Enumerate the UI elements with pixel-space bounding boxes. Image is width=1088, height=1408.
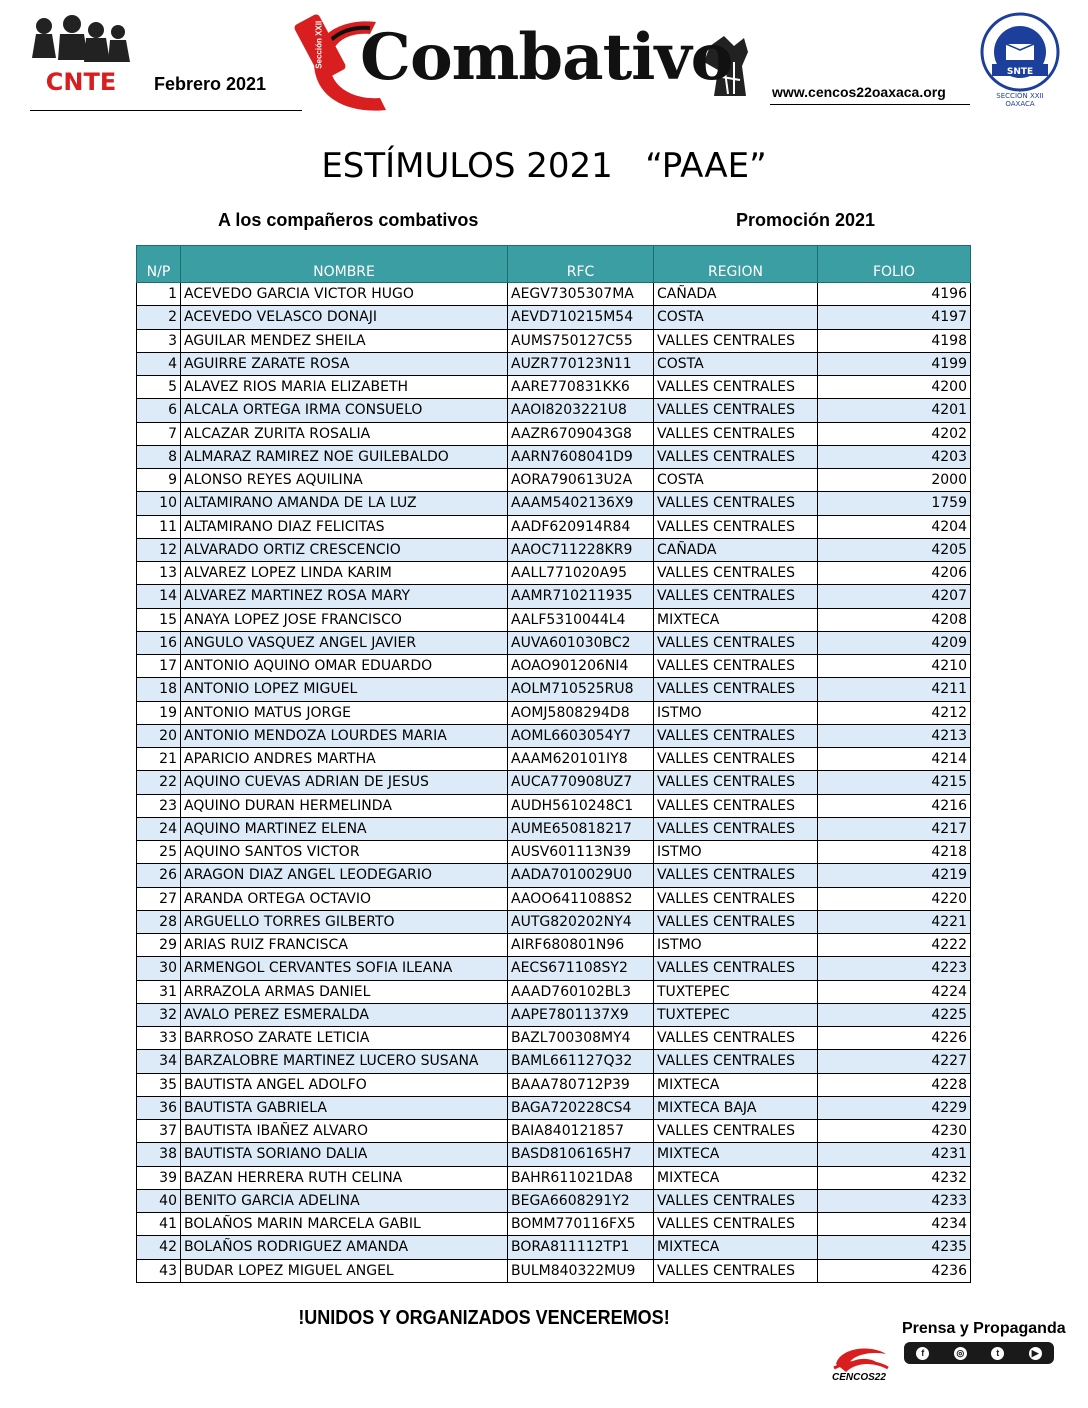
cell-np: 11 [137,515,181,538]
snte-text: SNTE [1006,67,1034,77]
cell-rfc: AAOO6411088S2 [508,887,654,910]
cell-region: VALLES CENTRALES [654,910,818,933]
cell-folio: 4236 [818,1259,971,1282]
cell-nombre: ALONSO REYES AQUILINA [181,469,508,492]
cell-folio: 4231 [818,1143,971,1166]
cell-folio: 4209 [818,631,971,654]
cell-region: MIXTECA [654,1143,818,1166]
table-row [137,631,971,654]
table-row [137,910,971,933]
cell-region: VALLES CENTRALES [654,376,818,399]
cell-np: 15 [137,608,181,631]
table-row [137,724,971,747]
cell-rfc: AUSV601113N39 [508,841,654,864]
cell-region: TUXTEPEC [654,980,818,1003]
cell-region: VALLES CENTRALES [654,1213,818,1236]
cell-region: VALLES CENTRALES [654,1120,818,1143]
cell-nombre: ARIAS RUIZ FRANCISCA [181,934,508,957]
cell-nombre: ACEVEDO VELASCO DONAJI [181,306,508,329]
table-row [137,1213,971,1236]
cell-rfc: AARN7608041D9 [508,445,654,468]
cell-np: 36 [137,1096,181,1119]
cell-region: VALLES CENTRALES [654,329,818,352]
cencos22-logo-text: CENCOS22 [832,1372,886,1383]
cell-folio: 4223 [818,957,971,980]
subtitle-left: A los compañeros combativos [218,210,479,230]
cell-rfc: AAMR710211935 [508,585,654,608]
cell-rfc: BAAA780712P39 [508,1073,654,1096]
cell-np: 38 [137,1143,181,1166]
cell-np: 22 [137,771,181,794]
cell-rfc: AAZR6709043G8 [508,422,654,445]
cell-rfc: AEVD710215M54 [508,306,654,329]
cell-np: 29 [137,934,181,957]
table-row [137,283,971,306]
cell-folio: 4218 [818,841,971,864]
cell-rfc: BEGA6608291Y2 [508,1189,654,1212]
cell-np: 30 [137,957,181,980]
youtube-icon[interactable]: ▶ [1029,1347,1042,1360]
cell-rfc: AALF5310044L4 [508,608,654,631]
table-row [137,1143,971,1166]
cell-nombre: BAUTISTA GABRIELA [181,1096,508,1119]
cell-region: VALLES CENTRALES [654,1189,818,1212]
cell-folio: 4227 [818,1050,971,1073]
table-row [137,678,971,701]
cell-folio: 4224 [818,980,971,1003]
cell-region: VALLES CENTRALES [654,864,818,887]
cell-folio: 4217 [818,817,971,840]
cell-region: VALLES CENTRALES [654,422,818,445]
cell-np: 37 [137,1120,181,1143]
cell-np: 4 [137,352,181,375]
cell-region: ISTMO [654,841,818,864]
table-row [137,585,971,608]
cell-np: 5 [137,376,181,399]
cell-nombre: BOLAÑOS MARIN MARCELA GABIL [181,1213,508,1236]
cell-region: VALLES CENTRALES [654,399,818,422]
header-divider-right [770,104,970,105]
cell-rfc: AAPE7801137X9 [508,1003,654,1026]
cell-region: VALLES CENTRALES [654,771,818,794]
table-row [137,608,971,631]
cell-region: VALLES CENTRALES [654,887,818,910]
table-row [137,864,971,887]
table-row [137,817,971,840]
cell-region: VALLES CENTRALES [654,585,818,608]
cell-nombre: AQUINO CUEVAS ADRIAN DE JESUS [181,771,508,794]
cell-rfc: BAZL700308MY4 [508,1027,654,1050]
cell-region: MIXTECA BAJA [654,1096,818,1119]
cell-region: COSTA [654,469,818,492]
cell-np: 31 [137,980,181,1003]
cell-region: VALLES CENTRALES [654,631,818,654]
cell-np: 33 [137,1027,181,1050]
cell-region: TUXTEPEC [654,1003,818,1026]
cell-region: VALLES CENTRALES [654,515,818,538]
table-header-row [137,246,971,283]
cell-rfc: BAML661127Q32 [508,1050,654,1073]
cell-rfc: AUCA770908UZ7 [508,771,654,794]
cell-nombre: ALTAMIRANO DIAZ FELICITAS [181,515,508,538]
cell-nombre: ARMENGOL CERVANTES SOFIA ILEANA [181,957,508,980]
cell-nombre: AVALO PEREZ ESMERALDA [181,1003,508,1026]
footer-slogan: !UNIDOS Y ORGANIZADOS VENCEREMOS! [298,1305,670,1329]
table-row [137,306,971,329]
table-row [137,469,971,492]
cell-rfc: AUTG820202NY4 [508,910,654,933]
cell-folio: 4235 [818,1236,971,1259]
cell-rfc: BORA811112TP1 [508,1236,654,1259]
cell-folio: 4212 [818,701,971,724]
cell-region: COSTA [654,352,818,375]
cell-rfc: AOML6603054Y7 [508,724,654,747]
table-row [137,1189,971,1212]
cell-rfc: AUVA601030BC2 [508,631,654,654]
cell-np: 6 [137,399,181,422]
table-row [137,957,971,980]
cell-nombre: ALCAZAR ZURITA ROSALIA [181,422,508,445]
cell-rfc: AUMS750127C55 [508,329,654,352]
header-divider-left [30,110,302,111]
cell-nombre: ACEVEDO GARCIA VICTOR HUGO [181,283,508,306]
table-row [137,771,971,794]
cell-folio: 4214 [818,748,971,771]
cell-folio: 4199 [818,352,971,375]
table-row [137,887,971,910]
cell-np: 32 [137,1003,181,1026]
cell-folio: 4220 [818,887,971,910]
cell-region: VALLES CENTRALES [654,957,818,980]
cell-folio: 4200 [818,376,971,399]
cell-np: 25 [137,841,181,864]
cell-region: VALLES CENTRALES [654,1259,818,1282]
cell-nombre: ANTONIO LOPEZ MIGUEL [181,678,508,701]
cell-nombre: BAZAN HERRERA RUTH CELINA [181,1166,508,1189]
cell-folio: 4203 [818,445,971,468]
cell-rfc: BAHR611021DA8 [508,1166,654,1189]
cell-nombre: BARROSO ZARATE LETICIA [181,1027,508,1050]
cell-region: ISTMO [654,701,818,724]
cell-folio: 4222 [818,934,971,957]
cell-region: VALLES CENTRALES [654,748,818,771]
cell-folio: 4197 [818,306,971,329]
cell-rfc: AARE770831KK6 [508,376,654,399]
cell-region: VALLES CENTRALES [654,492,818,515]
cell-nombre: BAUTISTA ANGEL ADOLFO [181,1073,508,1096]
cell-rfc: AAAM5402136X9 [508,492,654,515]
instagram-icon[interactable]: ◎ [954,1347,967,1360]
cell-folio: 4201 [818,399,971,422]
cell-folio: 4232 [818,1166,971,1189]
cell-rfc: AAAD760102BL3 [508,980,654,1003]
cell-nombre: BENITO GARCIA ADELINA [181,1189,508,1212]
table-row [137,399,971,422]
cell-rfc: AAOI8203221U8 [508,399,654,422]
cell-nombre: ANAYA LOPEZ JOSE FRANCISCO [181,608,508,631]
cell-rfc: AUME650818217 [508,817,654,840]
cell-folio: 4211 [818,678,971,701]
table-row [137,934,971,957]
cell-region: MIXTECA [654,1073,818,1096]
cell-np: 20 [137,724,181,747]
cell-np: 19 [137,701,181,724]
brand-name: Combativo [360,20,733,95]
cell-folio: 4198 [818,329,971,352]
cell-np: 7 [137,422,181,445]
cell-rfc: AADF620914R84 [508,515,654,538]
cell-np: 23 [137,794,181,817]
cell-nombre: BAUTISTA SORIANO DALIA [181,1143,508,1166]
cell-np: 41 [137,1213,181,1236]
cell-np: 8 [137,445,181,468]
cell-rfc: AUZR770123N11 [508,352,654,375]
cell-nombre: ANTONIO AQUINO OMAR EDUARDO [181,655,508,678]
cell-nombre: ALAVEZ RIOS MARIA ELIZABETH [181,376,508,399]
cell-nombre: BOLAÑOS RODRIGUEZ AMANDA [181,1236,508,1259]
table-row [137,492,971,515]
snte-section: SECCIÓN XXII [996,92,1044,100]
cell-np: 16 [137,631,181,654]
cell-nombre: ARANDA ORTEGA OCTAVIO [181,887,508,910]
cell-rfc: BOMM770116FX5 [508,1213,654,1236]
cell-rfc: AOMJ5808294D8 [508,701,654,724]
cell-folio: 1759 [818,492,971,515]
cell-region: MIXTECA [654,1166,818,1189]
table-row [137,445,971,468]
table-row [137,1050,971,1073]
cell-region: VALLES CENTRALES [654,794,818,817]
cell-nombre: BARZALOBRE MARTINEZ LUCERO SUSANA [181,1050,508,1073]
footer-department: Prensa y Propaganda [902,1320,1066,1337]
cell-folio: 4221 [818,910,971,933]
cell-rfc: AEGV7305307MA [508,283,654,306]
cell-nombre: AGUILAR MENDEZ SHEILA [181,329,508,352]
table-row [137,1236,971,1259]
column-header-np: N/P [137,246,181,283]
social-icons-bar [904,1342,1054,1364]
cell-region: VALLES CENTRALES [654,1050,818,1073]
column-header-nombre: NOMBRE [181,246,508,283]
cell-folio: 4210 [818,655,971,678]
cell-region: VALLES CENTRALES [654,562,818,585]
cell-nombre: ALMARAZ RAMIREZ NOE GUILEBALDO [181,445,508,468]
cell-region: VALLES CENTRALES [654,655,818,678]
cell-region: MIXTECA [654,608,818,631]
cell-np: 39 [137,1166,181,1189]
website-link[interactable]: www.cencos22oaxaca.org [772,84,946,100]
cell-nombre: ALVARADO ORTIZ CRESCENCIO [181,538,508,561]
cell-folio: 4225 [818,1003,971,1026]
cell-nombre: APARICIO ANDRES MARTHA [181,748,508,771]
table-row [137,422,971,445]
table-row [137,841,971,864]
cell-region: COSTA [654,306,818,329]
subtitle-right: Promoción 2021 [736,210,876,230]
cell-np: 9 [137,469,181,492]
cell-np: 17 [137,655,181,678]
table-row [137,980,971,1003]
table-row [137,1120,971,1143]
cell-rfc: BASD8106165H7 [508,1143,654,1166]
cell-region: CAÑADA [654,538,818,561]
cencos22-logo [830,1342,892,1386]
cell-np: 13 [137,562,181,585]
cell-folio: 2000 [818,469,971,492]
cell-nombre: ALVAREZ MARTINEZ ROSA MARY [181,585,508,608]
cell-folio: 4229 [818,1096,971,1119]
cell-rfc: BAGA720228CS4 [508,1096,654,1119]
cell-nombre: AQUINO DURAN HERMELINDA [181,794,508,817]
cell-nombre: BUDAR LOPEZ MIGUEL ANGEL [181,1259,508,1282]
cell-folio: 4230 [818,1120,971,1143]
table-row [137,1027,971,1050]
table-row [137,562,971,585]
cell-np: 42 [137,1236,181,1259]
cell-nombre: ALTAMIRANO AMANDA DE LA LUZ [181,492,508,515]
twitter-icon[interactable]: t [991,1347,1004,1360]
cell-region: MIXTECA [654,1236,818,1259]
cell-rfc: AADA7010029U0 [508,864,654,887]
cell-np: 26 [137,864,181,887]
cell-nombre: ARAGON DIAZ ANGEL LEODEGARIO [181,864,508,887]
table-row [137,1073,971,1096]
cell-rfc: BAIA840121857 [508,1120,654,1143]
cell-folio: 4216 [818,794,971,817]
cell-np: 24 [137,817,181,840]
cell-folio: 4205 [818,538,971,561]
cell-np: 35 [137,1073,181,1096]
table-row [137,655,971,678]
table-row [137,352,971,375]
cell-nombre: ARRAZOLA ARMAS DANIEL [181,980,508,1003]
cell-nombre: ARGUELLO TORRES GILBERTO [181,910,508,933]
cell-nombre: ANGULO VASQUEZ ANGEL JAVIER [181,631,508,654]
cell-region: VALLES CENTRALES [654,678,818,701]
table-row [137,1166,971,1189]
cell-np: 2 [137,306,181,329]
cell-rfc: AORA790613U2A [508,469,654,492]
cell-folio: 4234 [818,1213,971,1236]
table-row [137,1003,971,1026]
cell-rfc: BULM840322MU9 [508,1259,654,1282]
cell-rfc: AOAO901206NI4 [508,655,654,678]
snte-seal [978,12,1062,108]
combativo-masthead [300,14,760,114]
cell-np: 34 [137,1050,181,1073]
cell-folio: 4213 [818,724,971,747]
cell-nombre: BAUTISTA IBAÑEZ ALVARO [181,1120,508,1143]
cell-nombre: ALCALA ORTEGA IRMA CONSUELO [181,399,508,422]
cell-np: 1 [137,283,181,306]
table-row [137,329,971,352]
column-header-rfc: RFC [508,246,654,283]
cell-region: VALLES CENTRALES [654,1027,818,1050]
cell-rfc: AOLM710525RU8 [508,678,654,701]
seccion-badge-text: Sección XXII [314,20,324,69]
table-row [137,1259,971,1282]
cell-folio: 4215 [818,771,971,794]
table-row [137,1096,971,1119]
cell-nombre: AGUIRRE ZARATE ROSA [181,352,508,375]
cell-np: 10 [137,492,181,515]
cell-region: VALLES CENTRALES [654,817,818,840]
cell-nombre: ANTONIO MENDOZA LOURDES MARIA [181,724,508,747]
cell-rfc: AUDH5610248C1 [508,794,654,817]
cell-np: 3 [137,329,181,352]
cnte-logo [30,12,132,100]
cell-region: VALLES CENTRALES [654,724,818,747]
cell-np: 40 [137,1189,181,1212]
cell-rfc: AAAM620101IY8 [508,748,654,771]
table-row [137,794,971,817]
beneficiaries-table [136,245,971,1283]
page-title: ESTÍMULOS 2021 “PAAE” [321,146,767,186]
cell-np: 27 [137,887,181,910]
cell-np: 12 [137,538,181,561]
cell-region: VALLES CENTRALES [654,445,818,468]
cell-region: ISTMO [654,934,818,957]
cell-folio: 4233 [818,1189,971,1212]
cell-nombre: AQUINO MARTINEZ ELENA [181,817,508,840]
table-row [137,515,971,538]
snte-state: OAXACA [1005,100,1035,108]
column-header-region: REGION [654,246,818,283]
cell-folio: 4219 [818,864,971,887]
column-header-folio: FOLIO [818,246,971,283]
cell-folio: 4226 [818,1027,971,1050]
cnte-logo-text: CNTE [45,68,117,96]
table-row [137,376,971,399]
table-row [137,701,971,724]
cell-rfc: AECS671108SY2 [508,957,654,980]
cell-folio: 4207 [818,585,971,608]
cell-folio: 4208 [818,608,971,631]
cell-np: 21 [137,748,181,771]
cell-nombre: ANTONIO MATUS JORGE [181,701,508,724]
cell-np: 14 [137,585,181,608]
cell-rfc: AIRF680801N96 [508,934,654,957]
cell-region: CAÑADA [654,283,818,306]
cell-folio: 4202 [818,422,971,445]
cell-np: 18 [137,678,181,701]
cell-nombre: ALVAREZ LOPEZ LINDA KARIM [181,562,508,585]
table-row [137,538,971,561]
cell-rfc: AAOC711228KR9 [508,538,654,561]
cell-folio: 4228 [818,1073,971,1096]
cell-nombre: AQUINO SANTOS VICTOR [181,841,508,864]
cell-rfc: AALL771020A95 [508,562,654,585]
facebook-icon[interactable]: f [916,1347,929,1360]
table-row [137,748,971,771]
table-body [137,283,971,1283]
cell-folio: 4206 [818,562,971,585]
cell-folio: 4204 [818,515,971,538]
cell-np: 43 [137,1259,181,1282]
cell-np: 28 [137,910,181,933]
issue-date: Febrero 2021 [154,74,267,94]
cell-folio: 4196 [818,283,971,306]
